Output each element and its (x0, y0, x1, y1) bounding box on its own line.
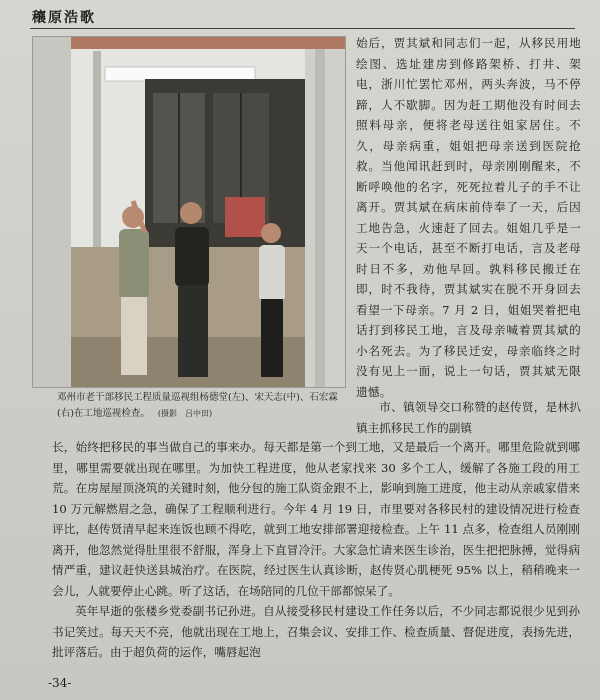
photo-caption (57, 390, 347, 422)
right-column-text: 始后，贾其斌和同志们一起，从移民用地绘图、选址建房到修路架桥、打井、架电，浙川忙罢忙邓州，两头奔波，马不停蹄，人不歇脚。因为赶工期他没有时间去照料母亲，便将老母送往姐家居住。不久，母亲病重，姐姐把母亲送到医院抢救。当他闻讯赶到时，母亲刚刚醒来，不断呼唤他的名字，死死拉着儿子的手不让离开。贾其斌在病床前侍奉了一天，后因工地告急，火速赶了回去。姐姐几乎是一天一个电话，甚至不断打电话，言及老母时日不多，劝他早回。孰料移民搬迁在即，时不我待，贾其斌实在脱不开身回去看望一下母亲。7 月 2 日，姐姐哭着把电话打到移民工地，言及母亲喊着贾其斌的小名死去。为了移民迁安，母亲临终之时没有见上一面，说上一句话，贾其斌无限遗憾。 (356, 36, 581, 399)
paragraph: 英年早逝的张楼乡党委副书记孙进。自从接受移民村建设工作任务以后，不少同志都说很少见到孙书记笑过。每天天不亮，他就出现在工地上，召集会议、安排工作、检查质量、督促进度，表扬先进，批评落后。由于超负荷的运作，嘴唇起泡 (52, 604, 580, 659)
right-column-paragraph-start: 市、镇领导交口称赞的赵传贤，是林扒镇主抓移民工作的副镇 (356, 400, 581, 435)
photo-illustration (33, 37, 345, 387)
header-title: 穰原浩歌 (32, 10, 96, 26)
page-number: -34- (48, 676, 72, 690)
running-header (30, 4, 575, 29)
body-text (52, 437, 580, 663)
paragraph: 长，始终把移民的事当做自己的事来办。每天都是第一个到工地，又是最后一个离开。哪里危险就到哪里，哪里需要就出现在哪里。为加快工程进度，他从老家找来 30 多个工人，缓解了各施工段的用工荒。在房屋屋顶浇筑的关键时刻，他分包的施工队资金跟不上，影响到施工进度，他主动从亲戚家借来 10 万元解燃眉之急，确保了工程顺利进行。今年 4 月 19 日，市里要对各移民村的建设情况进行检查评比，赵传贤清早起来连饭也顾不得吃，就到工地安排部署迎接检查。上午 11 点多，检查组人员刚刚离开，他忽然觉得肚里很不舒服，浑身上下直冒冷汗。大家急忙请来医生诊治，医生把把脉搏，觉得病情严重，建议赶快送县城治疗。在医院，经过医生认真诊断，赵传贤心肌梗死 95% 以上，稍稍晚来一会儿，人就要停止心跳。听了这话，在场陪同的几位干部都惊呆了。 (52, 440, 580, 598)
photo-credit: (摄影 吕中田) (157, 409, 213, 418)
caption-text: 邓州市老干部移民工程质量巡视组杨德堂(左)、宋天志(中)、石宏霖(右)在工地巡视检查。 (57, 392, 338, 419)
photo (32, 36, 346, 388)
